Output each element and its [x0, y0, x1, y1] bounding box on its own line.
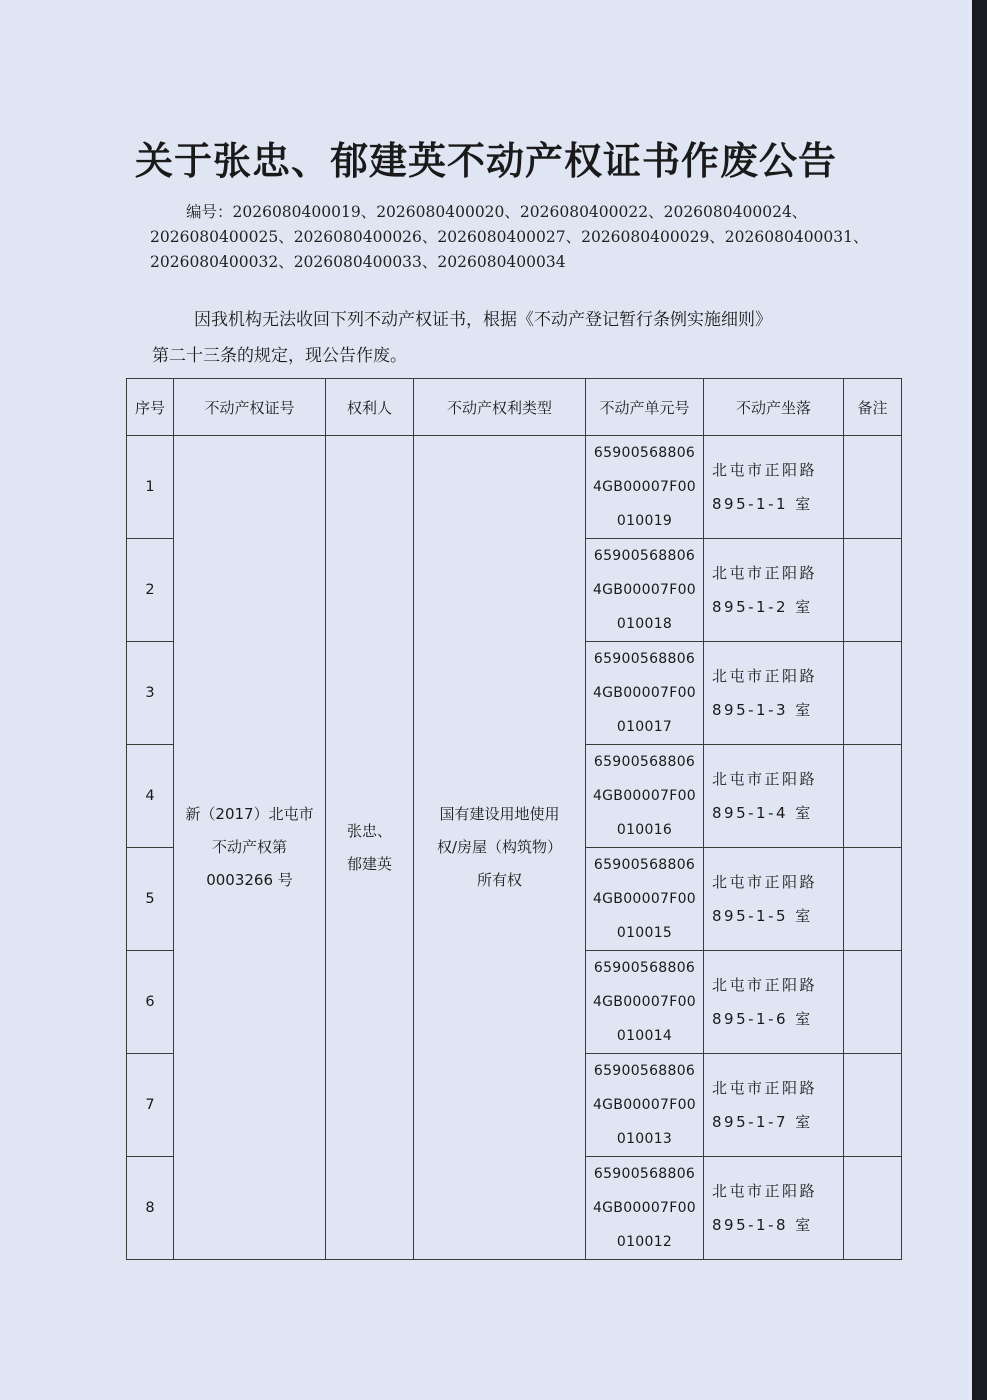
table-row: [127, 436, 902, 539]
table-header-row: [127, 379, 902, 436]
location-line: 895-1-3 室: [712, 701, 813, 719]
intro-line: 第二十三条的规定，现公告作废。: [152, 346, 407, 366]
right-type-cell: [414, 436, 586, 1260]
header-unit-no: 不动产单元号: [586, 379, 704, 436]
numbers-line: 2026080400025、2026080400026、2026080400027、2026080400029、2026080400031、: [150, 228, 869, 246]
unit-no-line: 65900568806: [593, 1166, 696, 1182]
row-seq: 5: [127, 848, 174, 951]
location-cell: [704, 436, 844, 539]
owner-cell: [326, 436, 414, 1260]
row-seq: 8: [127, 1157, 174, 1260]
cert-no-cell-line: 0003266 号: [206, 871, 293, 889]
cert-no-cell: [174, 436, 326, 1260]
right-type-cell-line: 所有权: [476, 871, 522, 889]
note-cell: [844, 642, 902, 745]
unit-no-line: 65900568806: [593, 445, 696, 461]
unit-no-line: 65900568806: [593, 857, 696, 873]
numbers-line: 编号：2026080400019、2026080400020、2026080400022、2026080400024、: [186, 203, 808, 221]
row-seq: 4: [127, 745, 174, 848]
unit-no-line: 4GB00007F00: [592, 1097, 697, 1113]
header-note: 备注: [844, 379, 902, 436]
location-line: 北屯市正阳路: [712, 1182, 818, 1200]
page-title: 关于张忠、郁建英不动产权证书作废公告: [134, 139, 837, 183]
cert-no-cell-line: 不动产权第: [211, 838, 287, 856]
location-line: 895-1-1 室: [712, 495, 813, 513]
row-seq: 2: [127, 539, 174, 642]
note-cell: [844, 1157, 902, 1260]
location-line: 895-1-6 室: [712, 1010, 813, 1028]
unit-no-line: 010013: [616, 1131, 673, 1147]
intro-line: 因我机构无法收回下列不动产权证书，根据《不动产登记暂行条例实施细则》: [194, 310, 772, 330]
header-seq: 序号: [127, 379, 174, 436]
unit-no-line: 010015: [616, 925, 673, 941]
location-line: 895-1-2 室: [712, 598, 813, 616]
unit-no-cell: [586, 539, 704, 642]
row-seq: 7: [127, 1054, 174, 1157]
location-line: 北屯市正阳路: [712, 564, 818, 582]
unit-no-cell: [586, 1157, 704, 1260]
location-line: 北屯市正阳路: [712, 667, 818, 685]
location-line: 北屯市正阳路: [712, 1079, 818, 1097]
unit-no-line: 010012: [616, 1234, 673, 1250]
right-type-cell-line: 权/房屋（构筑物）: [436, 838, 563, 856]
unit-no-line: 65900568806: [593, 754, 696, 770]
location-line: 895-1-8 室: [712, 1216, 813, 1234]
unit-no-line: 4GB00007F00: [592, 891, 697, 907]
location-cell: [704, 539, 844, 642]
right-type-cell-line: 国有建设用地使用: [439, 805, 560, 823]
header-location: 不动产坐落: [704, 379, 844, 436]
unit-no-line: 4GB00007F00: [592, 994, 697, 1010]
location-line: 北屯市正阳路: [712, 976, 818, 994]
certificate-numbers: [150, 200, 870, 275]
note-cell: [844, 951, 902, 1054]
unit-no-cell: [586, 951, 704, 1054]
intro-paragraph: [152, 302, 872, 374]
note-cell: [844, 539, 902, 642]
row-seq: 3: [127, 642, 174, 745]
unit-no-line: 4GB00007F00: [592, 788, 697, 804]
unit-no-line: 65900568806: [593, 1063, 696, 1079]
note-cell: [844, 848, 902, 951]
location-cell: [704, 642, 844, 745]
unit-no-line: 4GB00007F00: [592, 685, 697, 701]
location-cell: [704, 951, 844, 1054]
unit-no-line: 65900568806: [593, 960, 696, 976]
unit-no-cell: [586, 848, 704, 951]
unit-no-line: 010019: [616, 513, 673, 529]
location-cell: [704, 1157, 844, 1260]
unit-no-line: 4GB00007F00: [592, 479, 697, 495]
note-cell: [844, 436, 902, 539]
location-cell: [704, 1054, 844, 1157]
certificate-table: [126, 378, 902, 1260]
header-cert-no: 不动产权证号: [174, 379, 326, 436]
location-line: 895-1-4 室: [712, 804, 813, 822]
unit-no-line: 65900568806: [593, 651, 696, 667]
header-right-type: 不动产权利类型: [414, 379, 586, 436]
unit-no-line: 4GB00007F00: [592, 582, 697, 598]
location-line: 北屯市正阳路: [712, 770, 818, 788]
unit-no-line: 010016: [616, 822, 673, 838]
header-owner: 权利人: [326, 379, 414, 436]
row-seq: 6: [127, 951, 174, 1054]
location-cell: [704, 745, 844, 848]
unit-no-line: 65900568806: [593, 548, 696, 564]
location-line: 北屯市正阳路: [712, 873, 818, 891]
location-line: 895-1-7 室: [712, 1113, 813, 1131]
unit-no-line: 4GB00007F00: [592, 1200, 697, 1216]
unit-no-cell: [586, 745, 704, 848]
unit-no-line: 010014: [616, 1028, 673, 1044]
location-line: 895-1-5 室: [712, 907, 813, 925]
location-cell: [704, 848, 844, 951]
unit-no-line: 010018: [616, 616, 673, 632]
cert-no-cell-line: 新（2017）北屯市: [185, 805, 314, 823]
owner-cell-line: 郁建英: [346, 854, 392, 873]
owner-cell-line: 张忠、: [346, 821, 392, 840]
row-seq: 1: [127, 436, 174, 539]
unit-no-cell: [586, 1054, 704, 1157]
unit-no-line: 010017: [616, 719, 673, 735]
note-cell: [844, 745, 902, 848]
unit-no-cell: [586, 642, 704, 745]
note-cell: [844, 1054, 902, 1157]
location-line: 北屯市正阳路: [712, 461, 818, 479]
unit-no-cell: [586, 436, 704, 539]
numbers-line: 2026080400032、2026080400033、2026080400034: [150, 253, 566, 271]
